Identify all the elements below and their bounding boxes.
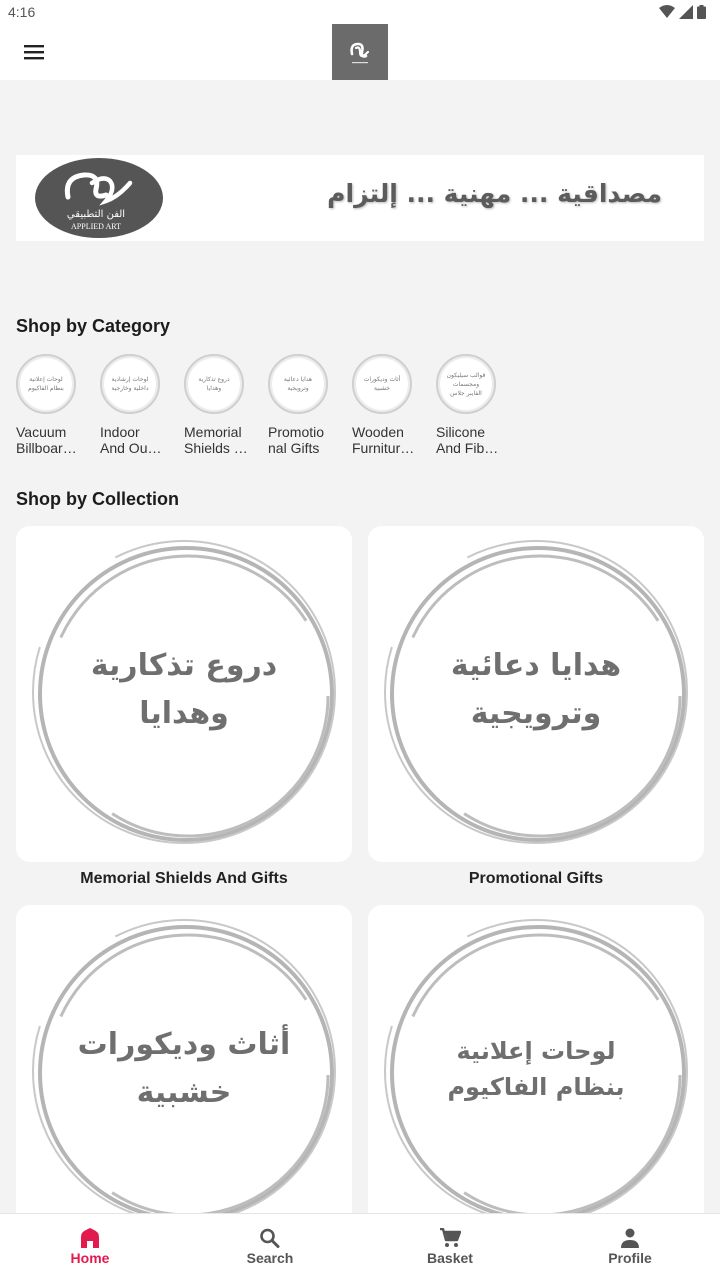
category-thumbnail-text: هدايا دعائية وترويجية	[283, 376, 313, 392]
nav-search-label: Search	[246, 1250, 294, 1266]
category-label: Promotio nal Gifts	[268, 424, 325, 456]
collection-image-text-line1: دروع تذكارية	[90, 648, 278, 683]
category-thumbnail	[100, 354, 160, 414]
category-label: Silicone And Fib…	[436, 424, 499, 456]
category-thumbnail	[184, 354, 244, 414]
cell-signal-icon	[679, 5, 693, 19]
category-label: Wooden Furnitur…	[352, 424, 415, 456]
collection-ring-graphic	[368, 526, 704, 862]
category-item-silicone-fiber[interactable]	[436, 354, 504, 456]
applied-art-logo-icon	[342, 34, 378, 70]
person-icon	[619, 1228, 641, 1248]
collection-section-title: Shop by Collection	[16, 489, 180, 509]
collection-card-vacuum-billboards[interactable]	[368, 905, 704, 1213]
category-thumbnail	[268, 354, 328, 414]
category-section-title: Shop by Category	[16, 316, 171, 336]
collection-image-text-line1: هدايا دعائية	[450, 648, 622, 683]
nav-search[interactable]	[180, 1214, 360, 1280]
nav-profile-label: Profile	[608, 1250, 652, 1266]
collection-card-wooden-furniture[interactable]	[16, 905, 352, 1213]
collection-card-promotional-gifts[interactable]	[368, 526, 704, 862]
category-thumbnail	[16, 354, 76, 414]
status-icons	[659, 5, 706, 19]
category-thumbnail-text: لوحات إعلانية بنظام الفاكيوم	[28, 376, 64, 392]
category-thumbnail	[352, 354, 412, 414]
category-item-promotional-gifts[interactable]	[268, 354, 336, 456]
category-thumbnail	[436, 354, 496, 414]
nav-basket[interactable]	[360, 1214, 540, 1280]
collection-image-text-line2: خشبية	[136, 1075, 232, 1110]
collection-image-text-line1: أثاث وديكورات	[77, 1027, 291, 1062]
category-label: Vacuum Billboar…	[16, 424, 77, 456]
collection-caption: Memorial Shields And Gifts	[80, 870, 288, 887]
cart-icon	[439, 1228, 461, 1248]
category-item-memorial-shields[interactable]	[184, 354, 252, 456]
collection-image-text-line2: وترويجية	[470, 696, 602, 731]
main-content[interactable]	[0, 80, 720, 1213]
bottom-navigation	[0, 1213, 720, 1280]
category-label: Indoor And Ou…	[100, 424, 162, 456]
category-item-indoor-outdoor[interactable]	[100, 354, 168, 456]
wifi-icon	[659, 5, 675, 19]
category-item-vacuum-billboards[interactable]	[16, 354, 84, 456]
status-time: 4:16	[8, 4, 36, 20]
category-thumbnail-text: قوالب سيليكون ومجسمات الفايبر جلاس	[446, 371, 486, 397]
nav-home[interactable]	[0, 1214, 180, 1280]
collection-image-text-line1: لوحات إعلانية	[456, 1037, 616, 1065]
nav-basket-label: Basket	[427, 1250, 473, 1266]
collection-card-memorial-shields[interactable]	[16, 526, 352, 862]
category-thumbnail-text: لوحات إرشادية داخلية وخارجية	[111, 376, 149, 392]
collection-caption: Promotional Gifts	[468, 870, 604, 887]
banner-slogan: مصداقية ... مهنية ... إلتزام	[327, 179, 662, 208]
home-icon	[79, 1228, 101, 1248]
collection-image-text-line2: وهدايا	[139, 696, 229, 731]
hero-banner[interactable]	[16, 155, 704, 241]
category-item-wooden-furniture[interactable]	[352, 354, 420, 456]
menu-button[interactable]	[14, 32, 54, 72]
hamburger-menu-icon	[24, 44, 44, 60]
category-thumbnail-text: أثاث وديكورات خشبية	[363, 376, 401, 392]
search-icon	[259, 1228, 281, 1248]
collection-image-text-line2: بنظام الفاكيوم	[447, 1073, 625, 1101]
app-bar	[0, 24, 720, 80]
nav-home-label: Home	[70, 1250, 110, 1266]
nav-profile[interactable]	[540, 1214, 720, 1280]
app-logo[interactable]	[332, 24, 388, 80]
banner-logo-arabic: الفن التطبيقي	[66, 209, 126, 220]
banner-logo-english: APPLIED ART	[71, 222, 121, 231]
collection-ring-graphic	[16, 526, 352, 862]
category-label: Memorial Shields …	[184, 424, 248, 456]
status-bar	[0, 0, 720, 24]
battery-icon	[697, 5, 706, 19]
category-thumbnail-text: دروع تذكارية وهدايا	[198, 376, 230, 392]
